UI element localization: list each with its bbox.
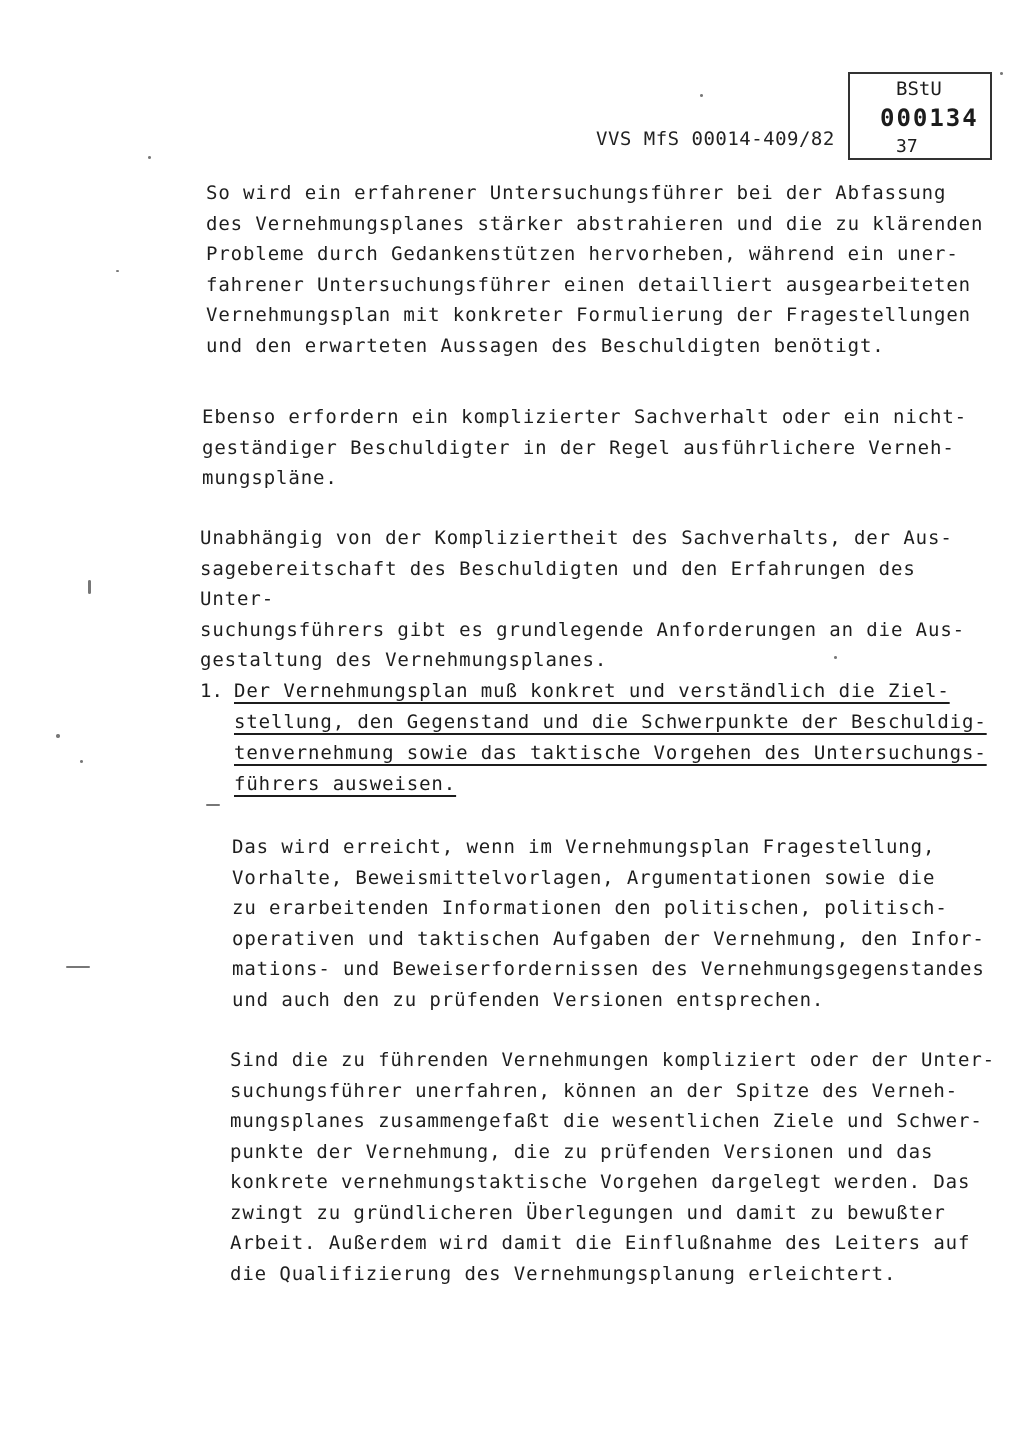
stamp-agency: BStU xyxy=(896,78,942,100)
scan-speck xyxy=(56,734,60,738)
scan-speck xyxy=(1000,72,1003,75)
document-reference: VVS MfS 00014-409/82 xyxy=(596,128,835,150)
scan-speck xyxy=(88,580,91,594)
paragraph-2: Ebenso erfordern ein komplizierter Sachverhalt oder ein nicht- geständiger Beschuldigter in der Regel ausführlichere Verneh- mungspläne. xyxy=(202,406,968,489)
scan-speck xyxy=(116,270,119,272)
paragraph-5: Sind die zu führenden Vernehmungen kompliziert oder der Unter- suchungsführer unerfahren, können an der Spitze des Verneh- mungsplanes zusammengefaßt die wesentlichen Ziele und Schwer- punkte der Vernehmung, die zu prüfenden Versionen und das konkrete vernehmungstaktische Vorgehen dargelegt werden. Das zwingt zu gründlicheren Überlegungen und damit zu bewußter Arbeit. Außerdem wird damit die Einflußnahme des Leiters auf die Qualifizierung des Vernehmungsplanung erleichtert. xyxy=(230,1049,996,1285)
stamp-number: 000134 xyxy=(880,104,979,132)
paragraph-1: So wird ein erfahrener Untersuchungsführer bei der Abfassung des Vernehmungsplanes stärker abstrahieren und die zu klärenden Probleme durch Gedankenstützen hervorheben, während ein uner- fahrener Untersuchungsführer einen detailliert ausgearbeiteten Vernehmungsplan mit konkreter Formulierung der Fragestellungen und den erwarteten Aussagen des Beschuldigten benötigt. xyxy=(206,182,984,357)
scan-speck xyxy=(80,760,83,763)
scan-speck xyxy=(66,966,90,968)
paragraph-3: Unabhängig von der Kompliziertheit des Sachverhalts, der Aus- sagebereitschaft des Beschuldigten und den Erfahrungen des Unter- suchungsführers gibt es grundlegende Anforderungen an die Aus- gestaltung des Vernehmungsplanes. xyxy=(200,527,966,671)
list-item-number: 1. xyxy=(200,680,223,702)
scan-speck xyxy=(834,656,837,659)
scan-speck xyxy=(206,804,220,806)
archive-stamp xyxy=(848,72,992,160)
paragraph-4: Das wird erreicht, wenn im Vernehmungsplan Fragestellung, Vorhalte, Beweismittelvorlagen, Argumentationen sowie die zu erarbeitenden Informationen den politischen, politisch- operativen und taktischen Aufgaben der Vernehmung, den Infor- mations- und Beweiserfordernissen des Vernehmungsgegenstandes und auch den zu prüfenden Versionen entsprechen. xyxy=(232,836,985,1011)
list-item-text: Der Vernehmungsplan muß konkret und verständlich die Ziel- stellung, den Gegenstand und die Schwerpunkte der Beschuldig- tenvernehmung sowie das taktische Vorgehen des Untersuchungs- führers ausweisen. xyxy=(234,680,987,795)
stamp-page-number: 37 xyxy=(896,136,918,157)
scan-speck xyxy=(148,156,151,159)
scan-speck xyxy=(700,94,703,97)
